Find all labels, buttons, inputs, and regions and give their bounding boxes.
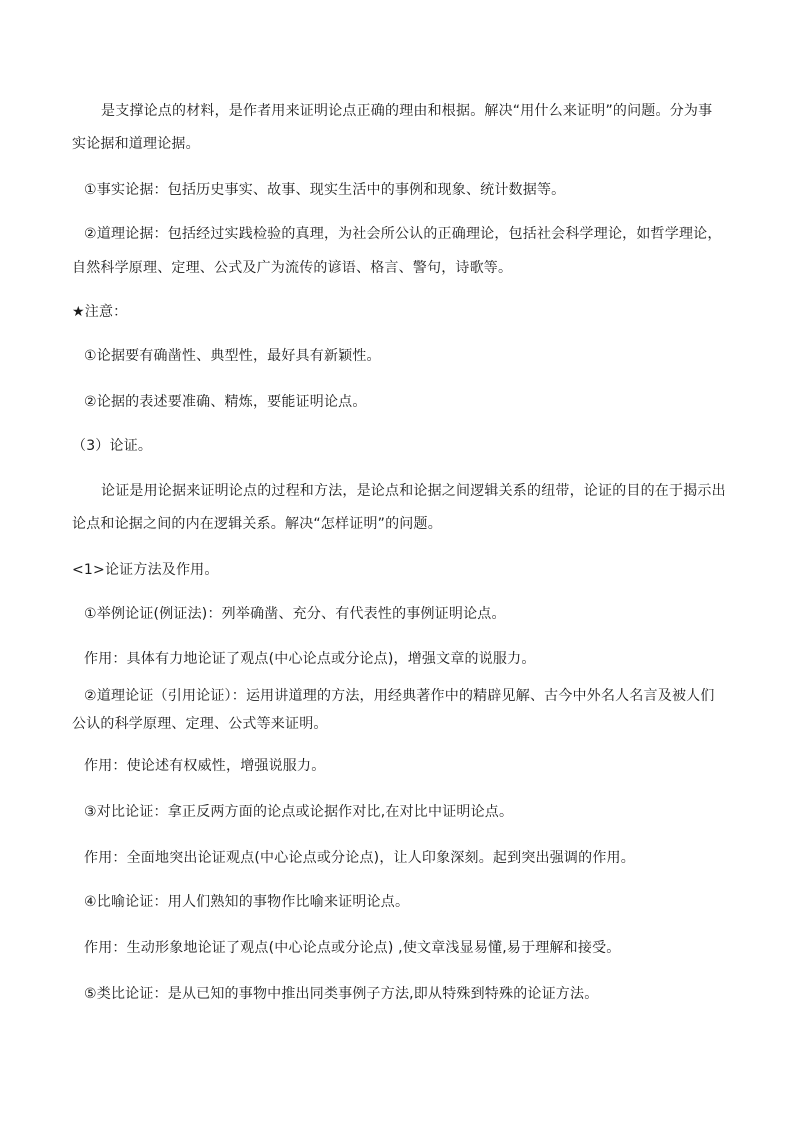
subsection-heading-methods: <1>论证方法及作用。	[72, 562, 219, 578]
list-item-factual-evidence: ①事实论据：包括历史事实、故事、现实生活中的事例和现象、统计数据等。	[84, 182, 566, 198]
list-item-reasoning-evidence-line-1: ②道理论据：包括经过实践检验的真理，为社会所公认的正确理论，包括社会科学理论，如哲学理论，	[84, 226, 722, 242]
paragraph-evidence-definition-line-1: 是支撑论点的材料，是作者用来证明论点正确的理由和根据。解决“用什么来证明”的问题。分为事	[101, 103, 713, 119]
method-example-effect: 作用：具体有力地论证了观点(中心论点或分论点)，增强文章的说服力。	[84, 651, 536, 667]
method-analogy-argument: ⑤类比论证：是从已知的事物中推出同类事例子方法,即从特殊到特殊的论证方法。	[84, 986, 599, 1002]
paragraph-evidence-definition-line-2: 实论据和道理论据。	[72, 136, 200, 152]
method-reasoning-effect: 作用：使论述有权威性，增强说服力。	[84, 758, 326, 774]
section-heading-argumentation: （3）论证。	[72, 438, 153, 454]
note-item-2: ②论据的表述要准确、精炼，要能证明论点。	[84, 394, 367, 410]
paragraph-argumentation-line-1: 论证是用论据来证明论点的过程和方法，是论点和论据之间逻辑关系的纽带，论证的目的在于揭示出	[101, 483, 726, 499]
note-item-1: ①论据要有确凿性、典型性，最好具有新颖性。	[84, 348, 381, 364]
method-contrast-argument: ③对比论证：拿正反两方面的论点或论据作对比,在对比中证明论点。	[84, 804, 514, 820]
method-contrast-effect: 作用：全面地突出论证观点(中心论点或分论点)，让人印象深刻。起到突出强调的作用。	[84, 850, 635, 866]
list-item-reasoning-evidence-line-2: 自然科学原理、定理、公式及广为流传的谚语、格言、警句，诗歌等。	[72, 260, 513, 276]
paragraph-argumentation-line-2: 论点和论据之间的内在逻辑关系。解决“怎样证明”的问题。	[72, 516, 442, 532]
method-example-argument: ①举例论证(例证法)：列举确凿、充分、有代表性的事例证明论点。	[84, 606, 506, 622]
method-reasoning-argument-line-2: 公认的科学原理、定理、公式等来证明。	[72, 716, 328, 732]
method-metaphor-effect: 作用：生动形象地论证了观点(中心论点或分论点) ,使文章浅显易懂,易于理解和接受。	[84, 940, 621, 956]
note-heading: ★注意：	[72, 304, 128, 320]
method-metaphor-argument: ④比喻论证：用人们熟知的事物作比喻来证明论点。	[84, 894, 410, 910]
method-reasoning-argument-line-1: ②道理论证（引用论证）：运用讲道理的方法，用经典著作中的精辟见解、古今中外名人名言及被人们	[84, 688, 715, 704]
